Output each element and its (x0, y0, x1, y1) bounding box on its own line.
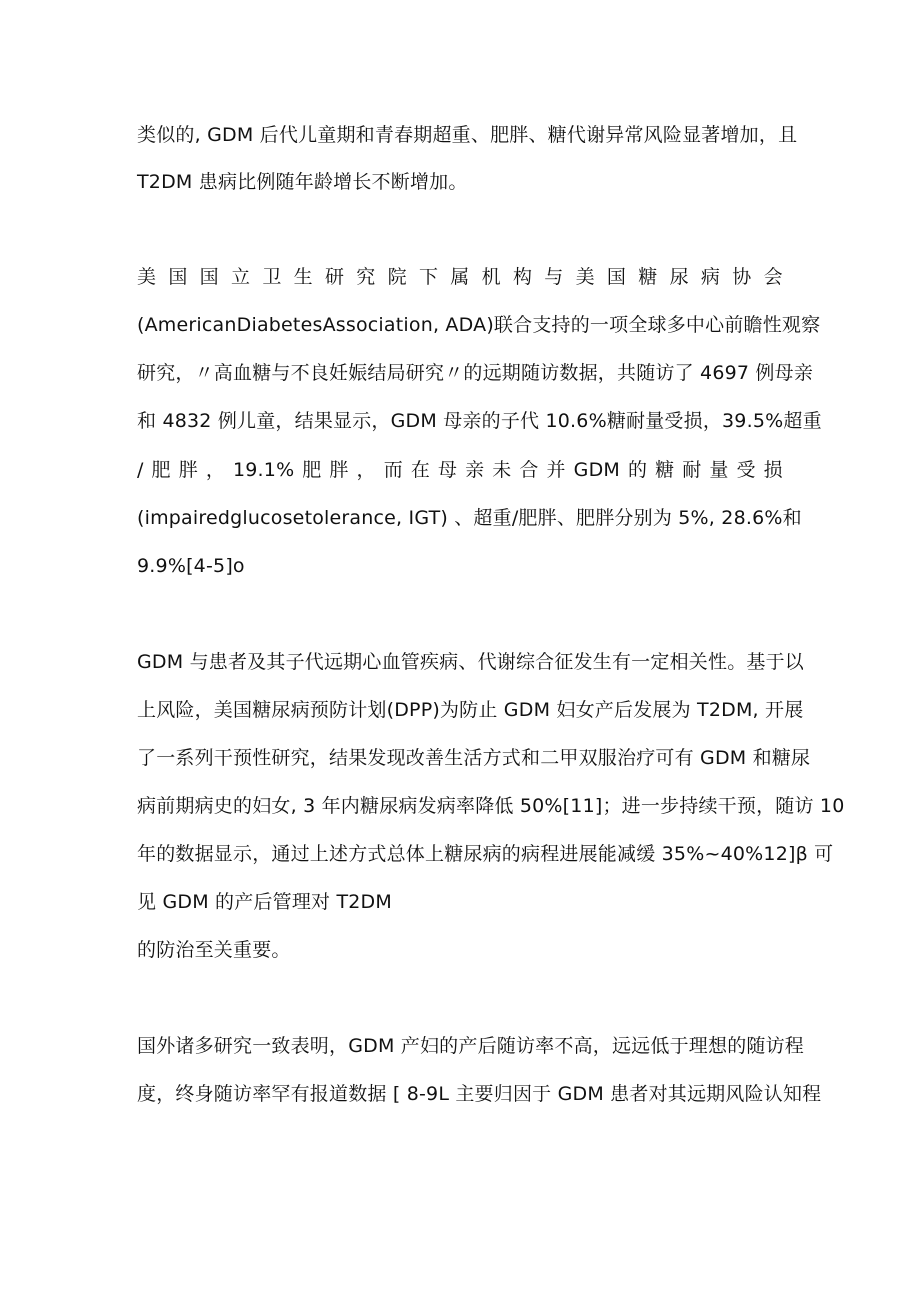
justified-token: / (137, 459, 144, 481)
justified-token: 研 (324, 266, 345, 288)
paragraph-1-line-1: 类似的, GDM 后代儿童期和青春期超重、肥胖、糖代谢异常风险显著增加，且 (137, 124, 798, 146)
justified-token: ， (356, 459, 376, 481)
paragraph-3-line-2: 上风险，美国糖尿病预防计划(DPP)为防止 GDM 妇女产后发展为 T2DM, 开展 (137, 699, 804, 721)
justified-token: 机 (481, 266, 501, 288)
justified-token: 下 (418, 266, 439, 288)
paragraph-5-line-1: 国外诸多研究一致表明，GDM 产妇的产后随访率不高，远远低于理想的随访程 (137, 1035, 804, 1057)
justified-token: 亲 (465, 459, 485, 481)
paragraph-2-line-6: (impairedglucosetolerance, IGT) 、超重/肥胖、肥胖分别为 5%, 28.6%和 (137, 507, 802, 529)
justified-token: 国 (199, 266, 219, 288)
justified-token: 美 (137, 266, 157, 288)
justified-token: 生 (293, 266, 313, 288)
paragraph-3-line-5: 年的数据显示，通过上述方式总体上糖尿病的病程进展能减缓 35%~40%12]β 可 (137, 843, 834, 865)
paragraph-4-line-1: 的防治至关重要。 (137, 939, 291, 961)
paragraph-3-line-4: 病前期病史的妇女, 3 年内糖尿病发病率降低 50%[11]；进一步持续干预，随访 10 (137, 795, 845, 817)
paragraph-3-line-3: 了一系列干预性研究，结果发现改善生活方式和二甲双服治疗可有 GDM 和糖尿 (137, 747, 811, 769)
justified-token: 尿 (669, 266, 689, 288)
justified-token: 未 (492, 459, 512, 481)
justified-token: 肥 (302, 459, 322, 481)
paragraph-5-line-2: 度，终身随访率罕有报道数据 [ 8-9L 主要归因于 GDM 患者对其远期风险认知程 (137, 1083, 822, 1105)
justified-token: 美 (575, 266, 595, 288)
justified-token: 与 (544, 266, 564, 288)
justified-token: 而 (383, 459, 403, 481)
justified-token: 损 (763, 459, 783, 481)
paragraph-3-line-1: GDM 与患者及其子代远期心血管疾病、代谢综合征发生有一定相关性。基于以 (137, 651, 804, 673)
justified-token: 肥 (151, 459, 171, 481)
justified-token: 国 (606, 266, 627, 288)
justified-token: ， (205, 459, 226, 481)
justified-token: 的 (627, 459, 648, 481)
justified-token: 19.1% (232, 459, 295, 481)
justified-token: GDM (573, 459, 621, 481)
paragraph-3-line-6: 见 GDM 的产后管理对 T2DM (137, 891, 392, 913)
paragraph-2-line-2: (AmericanDiabetesAssociation, ADA)联合支持的一项全球多中心前瞻性观察 (137, 314, 821, 336)
justified-token: 属 (450, 266, 470, 288)
justified-token: 母 (437, 459, 458, 481)
justified-token: 并 (546, 459, 566, 481)
justified-token: 究 (356, 266, 376, 288)
justified-token: 糖 (655, 459, 675, 481)
justified-token: 受 (736, 459, 756, 481)
paragraph-2-line-7: 9.9%[4-5]o (137, 555, 245, 577)
justified-token: 耐 (682, 459, 702, 481)
justified-token: 卫 (262, 266, 282, 288)
paragraph-2-line-5 (137, 458, 783, 482)
justified-token: 国 (168, 266, 188, 288)
justified-token: 糖 (638, 266, 658, 288)
justified-token: 胖 (178, 459, 198, 481)
justified-token: 协 (732, 266, 752, 288)
justified-token: 构 (512, 266, 533, 288)
paragraph-2-line-4: 和 4832 例儿童，结果显示，GDM 母亲的子代 10.6%糖耐量受损，39.5%超重 (137, 410, 822, 432)
justified-token: 院 (387, 266, 407, 288)
justified-token: 合 (519, 459, 539, 481)
justified-token: 胖 (329, 459, 349, 481)
justified-token: 病 (700, 266, 721, 288)
paragraph-1-line-2: T2DM 患病比例随年龄增长不断增加。 (137, 171, 468, 193)
paragraph-2-line-3: 研究，〃高血糖与不良妊娠结局研究〃的远期随访数据，共随访了 4697 例母亲 (137, 362, 814, 384)
justified-token: 量 (709, 459, 729, 481)
justified-token: 会 (763, 266, 783, 288)
justified-token: 在 (410, 459, 431, 481)
paragraph-2-line-1 (137, 265, 783, 289)
justified-token: 立 (230, 266, 251, 288)
